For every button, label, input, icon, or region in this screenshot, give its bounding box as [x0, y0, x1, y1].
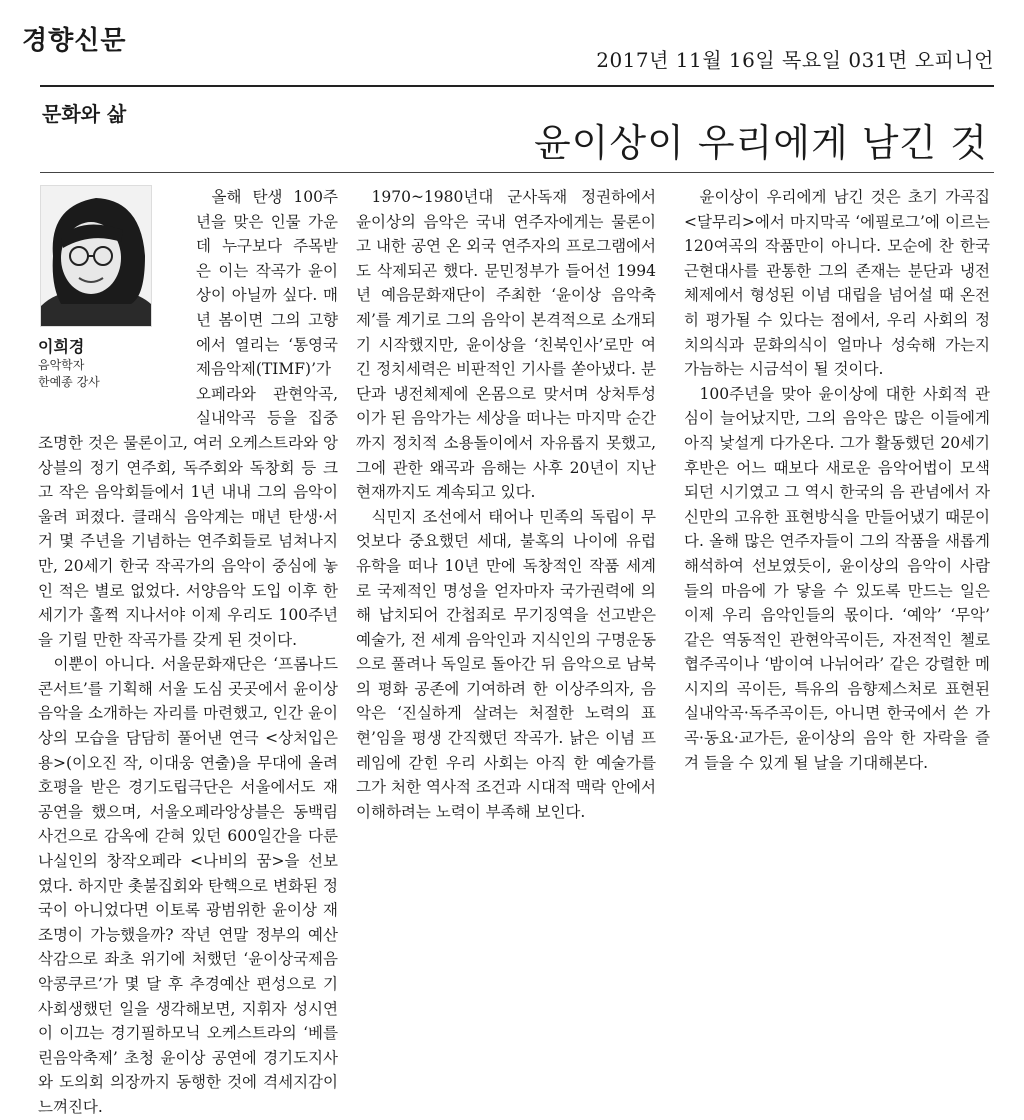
top-rule	[40, 85, 994, 87]
author-box	[38, 185, 188, 425]
article-column-1	[38, 185, 338, 1120]
author-photo	[40, 185, 152, 327]
paragraph-5: 윤이상이 우리에게 남긴 것은 초기 가곡집 <달무리>에서 마지막곡 ‘에필로그’에 이르는 120여곡의 작품만이 아니다. 모순에 찬 한국 근현대사를 관통한 그의 존재는 분단과 냉전체제에서 형성된 이념 대립을 넘어설 때 온전히 평가될 수 있다는 점에서, 우리 사회의 정치의식과 문화의식이 얼마나 성숙해 가는지 가늠하는 시금석이 될 것이다.	[684, 188, 990, 379]
article-column-3	[684, 185, 990, 775]
newspaper-masthead: 경향신문	[22, 26, 127, 56]
paragraph-6: 100주년을 맞아 윤이상에 대한 사회적 관심이 늘어났지만, 그의 음악은 많은 이들에게 아직 낯설게 다가온다. 그가 활동했던 20세기 후반은 어느 때보다 새로운 음악어법이 모색되던 시기였고 그 역시 한국의 음 관념에서 자신만의 고유한 표현방식을 만들어냈기 때문이다. 올해 많은 연주자들이 그의 작품을 새롭게 해석하여 선보였듯이, 윤이상의 음악이 사람들의 마음에 가 닿을 수 있도록 만드는 일은 이제 우리 음악인들의 몫이다. ‘예악’ ‘무악’ 같은 역동적인 관현악곡이든, 자전적인 첼로 협주곡이나 ‘밤이여 나뉘어라’ 같은 강렬한 메시지의 곡이든, 특유의 음향제스처로 표현된 실내악곡·독주곡이든, 아니면 한국에서 쓴 가곡·동요·교가든, 윤이상의 음악 한 자락을 즐겨 들을 수 있게 될 날을 기대해본다.	[684, 384, 990, 772]
headline-rule	[40, 172, 994, 173]
author-name: 이희경	[38, 337, 85, 356]
article-column-2	[356, 185, 656, 824]
paragraph-3: 1970~1980년대 군사독재 정권하에서 윤이상의 음악은 국내 연주자에게는 물론이고 내한 공연 온 외국 연주자의 프로그램에서도 삭제되곤 했다. 문민정부가 들어선 1994년 예음문화재단이 주최한 ‘윤이상 음악축제’를 계기로 그의 음악이 본격적으로 소개되기 시작했지만, 윤이상을 ‘친북인사’로만 여긴 정치세력은 비판적인 기사를 쏟아냈다. 분단과 냉전체제에 온몸으로 맞서며 상처투성이가 된 음악가는 세상을 떠나는 마지막 순간까지 정치적 소용돌이에서 자유롭지 못했고, 그에 관한 왜곡과 음해는 사후 20년이 지난 현재까지도 계속되고 있다.	[356, 188, 656, 502]
section-label: 문화와 삶	[42, 102, 127, 126]
article-headline: 윤이상이 우리에게 남긴 것	[533, 121, 988, 165]
paragraph-1: 올해 탄생 100주년을 맞은 인물 가운데 누구보다 주목받은 이는 작곡가 윤이상이 아닐까 싶다. 매년 봄이면 그의 고향에서 열리는 ‘통영국제음악제(TIMF)’가 오페라와 관현악곡, 실내악곡 등을 집중 조명한 것은 물론이고, 여러 오케스트라와 앙상블의 정기 연주회, 독주회와 독창회 등 크고 작은 음악회들에서 1년 내내 그의 음악이 울려 퍼졌다. 클래식 음악계는 매년 탄생·서거 몇 주년을 기념하는 연주회들로 넘쳐나지만, 20세기 한국 작곡가의 음악이 중심에 놓인 적은 별로 없었다. 서양음악 도입 이후 한 세기가 훌쩍 지나서야 이제 우리도 100주년을 기릴 만한 작곡가를 갖게 된 것이다.	[38, 188, 338, 649]
author-role: 음악학자	[38, 358, 85, 372]
author-portrait-icon	[41, 186, 151, 326]
paragraph-2: 이뿐이 아니다. 서울문화재단은 ‘프롬나드 콘서트’를 기획해 서울 도심 곳곳에서 윤이상 음악을 소개하는 자리를 마련했고, 인간 윤이상의 모습을 담담히 풀어낸 연극 <상처입은 용>(이오진 작, 이대웅 연출)을 무대에 올려 호평을 받은 경기도립극단은 서울에서도 재공연을 했으며, 서울오페라앙상블은 동백림 사건으로 감옥에 갇혀 있던 600일간을 다룬 나실인의 창작오페라 <나비의 꿈>을 선보였다. 하지만 촛불집회와 탄핵으로 변화된 정국이 아니었다면 이토록 광범위한 윤이상 재조명이 가능했을까? 작년 연말 정부의 예산 삭감으로 좌초 위기에 처했던 ‘윤이상국제음악콩쿠르’가 몇 달 후 추경예산 편성으로 기사회생했던 일을 생각해보면, 지휘자 성시연이 이끄는 경기필하모닉 오케스트라의 ‘베를린음악축제’ 초청 윤이상 공연에 경기도지사와 도의회 의장까지 동행한 것에 격세지감이 느껴진다.	[38, 655, 338, 1116]
dateline: 2017년 11월 16일 목요일 031면 오피니언	[596, 48, 994, 72]
author-affiliation: 한예종 강사	[38, 375, 100, 389]
paragraph-4: 식민지 조선에서 태어나 민족의 독립이 무엇보다 중요했던 세대, 불혹의 나이에 유럽 유학을 떠나 10년 만에 독창적인 작품 세계로 국제적인 명성을 얻자마자 국가권력에 의해 납치되어 간첩죄로 무기징역을 선고받은 예술가, 전 세계 음악인과 지식인의 구명운동으로 풀려나 독일로 돌아간 뒤 음악으로 남북의 평화 공존에 기여하려 한 이상주의자, 음악은 ‘진실하게 살려는 처절한 노력의 표현’임을 평생 간직했던 작곡가. 낡은 이념 프레임에 갇힌 우리 사회는 아직 한 예술가를 그가 처한 역사적 조건과 시대적 맥락 안에서 이해하려는 노력이 부족해 보인다.	[356, 507, 656, 821]
